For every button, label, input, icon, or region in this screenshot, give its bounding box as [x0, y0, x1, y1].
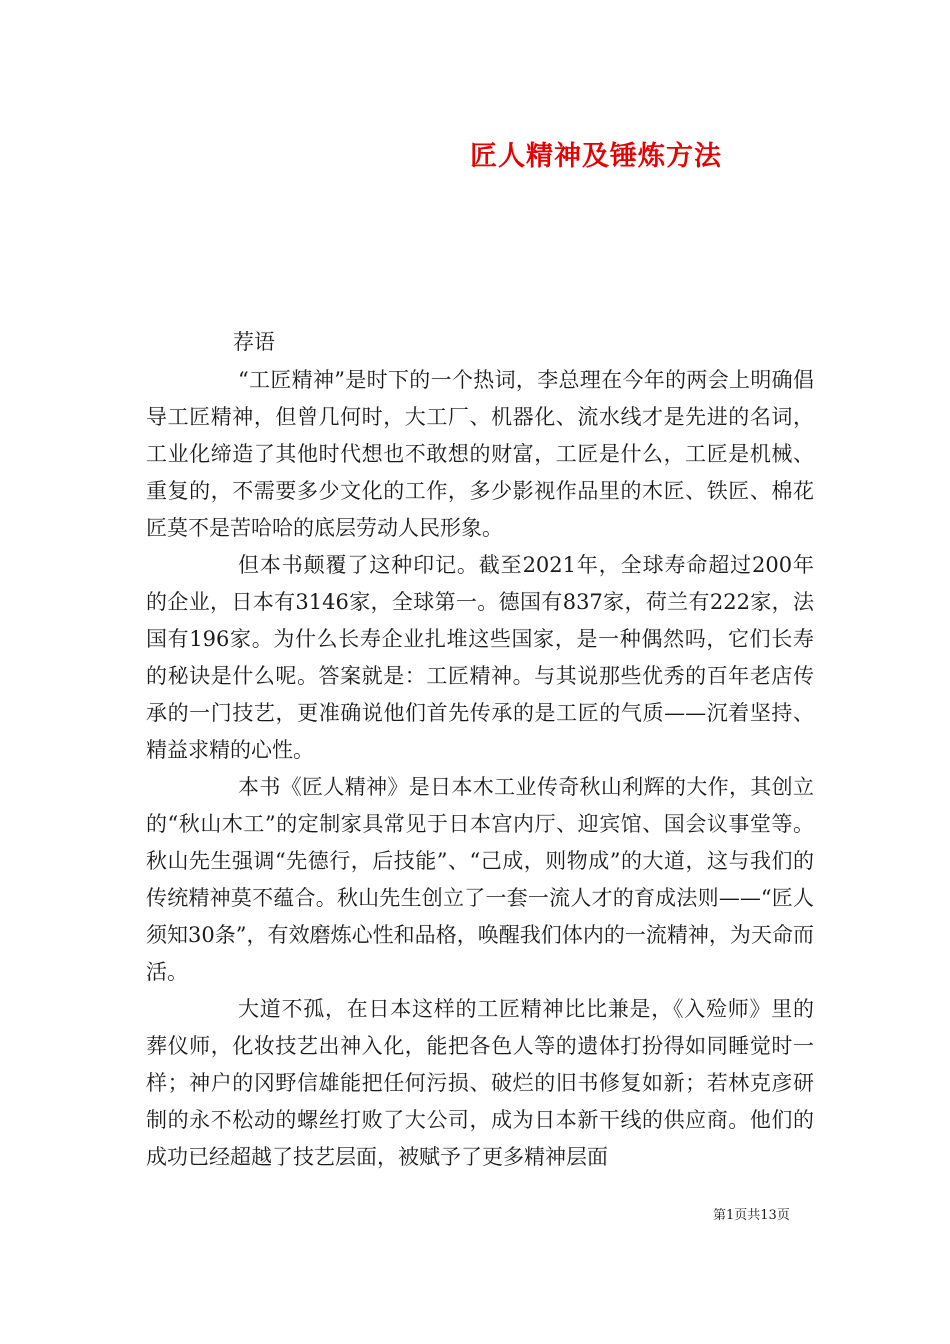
document-title: 匠人精神及锤炼方法: [470, 141, 722, 172]
paragraph: “工匠精神”是时下的一个热词，李总理在今年的两会上明确倡导工匠精神，但曾几何时，大工厂、机器化、流水线才是先进的名词，工业化缔造了其他时代想也不敢想的财富，工匠是什么，工匠是机械、重复的，不需要多少文化的工作，多少影视作品里的木匠、铁匠、棉花匠莫不是苦哈哈的底层劳动人民形象。: [146, 368, 814, 540]
paragraph: 大道不孤，在日本这样的工匠精神比比兼是，《入殓师》里的葬仪师，化妆技艺出神入化，能把各色人等的遗体打扮得如同睡觉时一样；神户的冈野信雄能把任何污损、破烂的旧书修复如新；若林克彦研制的永不松动的螺丝打败了大公司，成为日本新干线的供应商。他们的成功已经超越了技艺层面，被赋予了更多精神层面: [146, 997, 814, 1169]
section-heading: 荐语: [233, 330, 275, 354]
page-number-footer: 第1页共13页: [713, 1208, 790, 1223]
paragraph: 本书《匠人精神》是日本木工业传奇秋山利辉的大作，其创立的“秋山木工”的定制家具常见于日本宫内厅、迎宾馆、国会议事堂等。秋山先生强调“先德行，后技能”、“己成，则物成”的大道，这与我们的传统精神莫不蕴合。秋山先生创立了一套一流人才的育成法则——“匠人须知30条”，有效磨炼心性和品格，唤醒我们体内的一流精神，为天命而活。: [146, 775, 814, 984]
paragraph: 但本书颠覆了这种印记。截至2021年，全球寿命超过200年的企业，日本有3146家，全球第一。德国有837家，荷兰有222家，法国有196家。为什么长寿企业扎堆这些国家，是一种偶然吗，它们长寿的秘诀是什么呢。答案就是：工匠精神。与其说那些优秀的百年老店传承的一门技艺，更准确说他们首先传承的是工匠的气质——沉着坚持、精益求精的心性。: [146, 553, 814, 762]
body-text: [146, 362, 814, 1176]
